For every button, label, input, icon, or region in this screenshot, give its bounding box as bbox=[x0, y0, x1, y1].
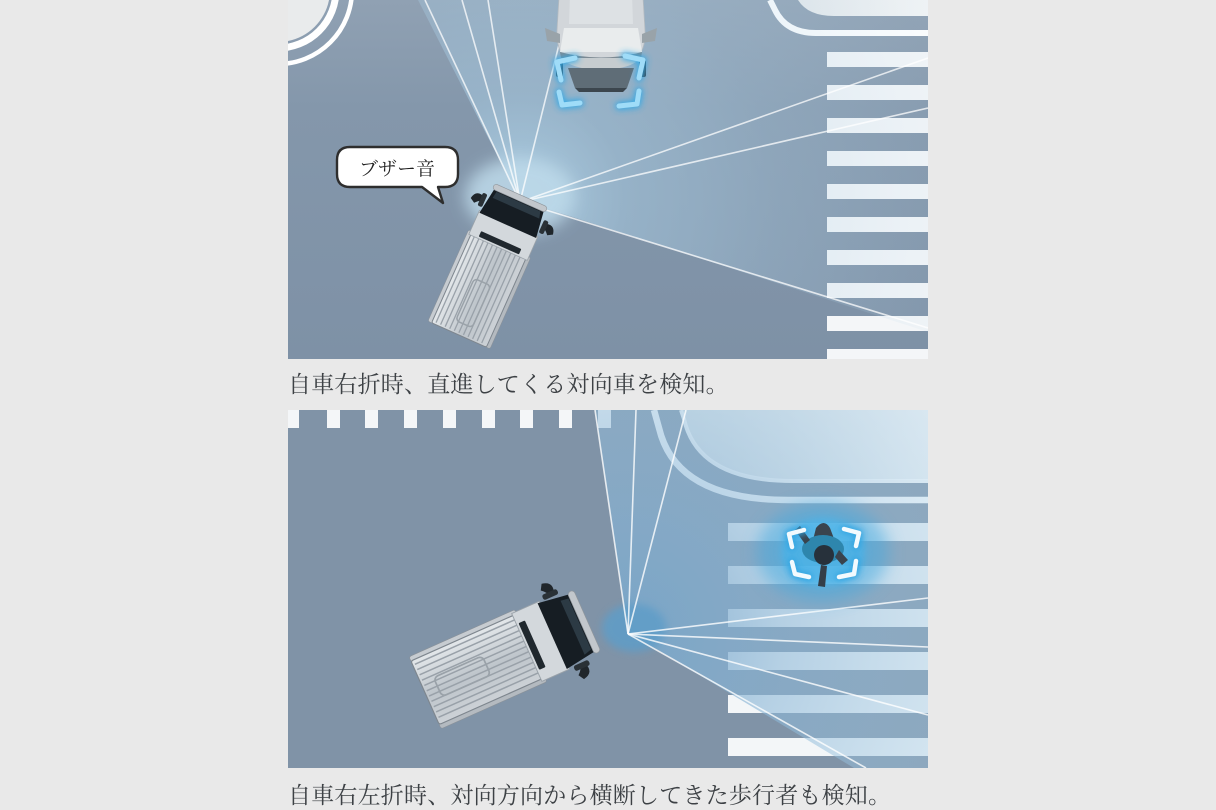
figure1-illustration bbox=[288, 0, 928, 359]
figure-turn-crossing-pedestrian bbox=[288, 410, 928, 768]
buzzer-bubble-label: ブザー音 bbox=[358, 159, 436, 180]
figure-right-turn-oncoming-car bbox=[288, 0, 928, 359]
crosswalk-top bbox=[288, 410, 611, 428]
figure2-caption: 自車右左折時、対向方向から横断してきた歩行者も検知。 bbox=[288, 782, 892, 808]
figure1-caption: 自車右折時、直進してくる対向車を検知。 bbox=[288, 371, 729, 397]
figure2-illustration bbox=[288, 410, 928, 768]
pedestrian-detection bbox=[757, 502, 889, 602]
